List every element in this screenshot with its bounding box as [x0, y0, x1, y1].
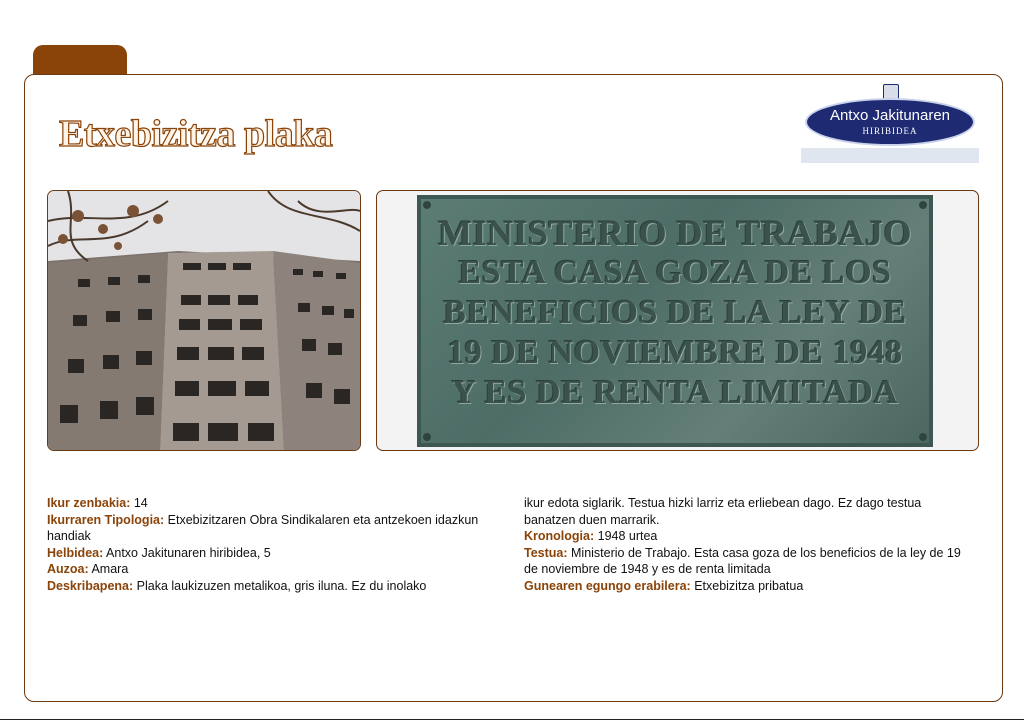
field-value: Ministerio de Trabajo. Esta casa goza de los beneficios de la ley de 19 de noviembre de 1948 y es de renta limitada	[524, 545, 961, 576]
field-auzoa	[47, 561, 487, 578]
field-value: Plaka laukizuzen metalikoa, gris iluna. Ez du inolako	[133, 578, 427, 593]
field-label: Helbidea:	[47, 545, 104, 560]
logo	[801, 84, 979, 164]
plaque-line: 19 DE NOVIEMBRE DE 1948	[447, 334, 903, 371]
field-value: 14	[130, 496, 148, 510]
field-label: Testua:	[524, 545, 568, 560]
plaque-line: MINISTERIO DE TRABAJO	[438, 213, 912, 253]
bolt-icon	[423, 433, 431, 441]
field-label: Auzoa:	[47, 562, 89, 576]
field-label: Deskribapena:	[47, 578, 134, 593]
info-column-left	[47, 495, 487, 594]
field-deskribapena-cont: ikur edota siglarik. Testua hizki larriz eta erliebean dago. Ez dago testua banatzen duen marrarik.	[524, 496, 922, 527]
field-label: Ikur zenbakia:	[47, 496, 131, 510]
logo-badge	[805, 98, 975, 146]
field-value: 1948 urtea	[594, 529, 658, 543]
field-label: Kronologia:	[524, 529, 595, 543]
bolt-icon	[919, 201, 927, 209]
plaque-line: BENEFICIOS DE LA LEY DE	[443, 294, 907, 331]
field-ikur-zenbakia	[47, 495, 487, 512]
building-photo	[47, 190, 361, 451]
field-testua	[524, 545, 974, 578]
field-value: Etxebizitza pribatua	[690, 578, 804, 593]
logo-strip	[801, 148, 979, 163]
plaque-photo	[376, 190, 979, 451]
plaque	[417, 195, 933, 447]
bolt-icon	[423, 201, 431, 209]
page-title: Etxebizitza plaka	[59, 113, 333, 155]
field-deskribapena	[47, 578, 487, 595]
field-helbidea	[47, 545, 487, 562]
field-value: Etxebizitzaren Obra Sindikalaren eta antzekoen idazkun handiak	[47, 512, 479, 543]
logo-line2: HIRIBIDEA	[862, 126, 918, 136]
field-tipologia	[47, 512, 487, 545]
field-erabilera	[524, 578, 974, 595]
plaque-line: ESTA CASA GOZA DE LOS	[458, 254, 892, 291]
field-label: Ikurraren Tipologia:	[47, 512, 165, 527]
field-value: Amara	[88, 562, 129, 576]
field-kronologia	[524, 528, 974, 545]
bolt-icon	[919, 433, 927, 441]
info-column-right	[524, 495, 974, 594]
logo-line1: Antxo Jakitunaren	[829, 107, 951, 124]
plaque-line: Y ES DE RENTA LIMITADA	[451, 374, 899, 411]
bottom-rule	[0, 719, 1024, 720]
field-label: Gunearen egungo erabilera:	[524, 578, 691, 593]
field-value: Antxo Jakitunaren hiribidea, 5	[103, 545, 271, 560]
